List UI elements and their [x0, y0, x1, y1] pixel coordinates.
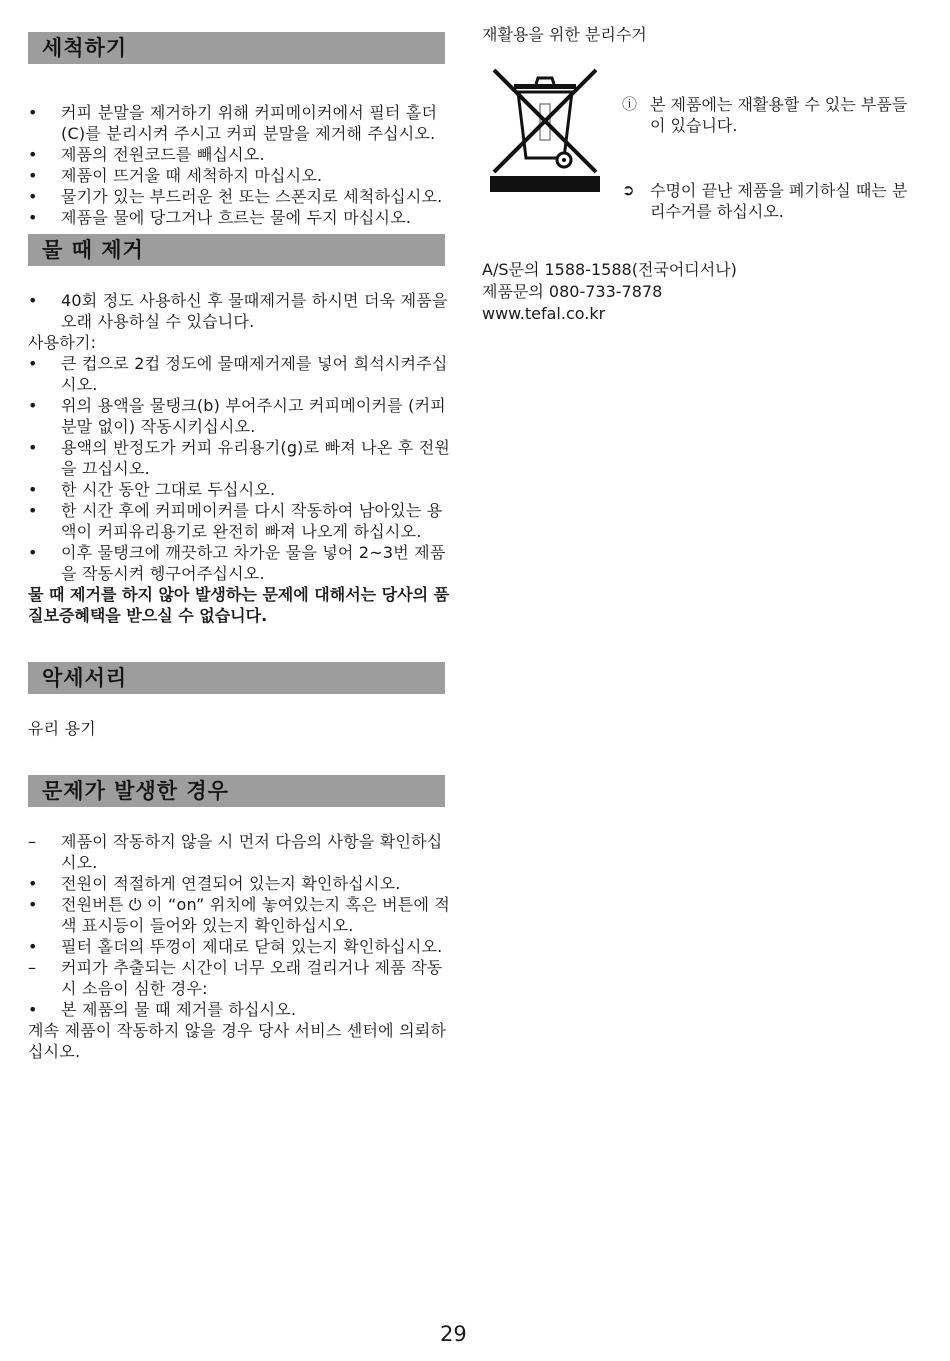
recycling-note-text: 본 제품에는 재활용할 수 있는 부품들이 있습니다.	[650, 95, 908, 135]
bullet-mark: •	[28, 895, 38, 914]
bullet-mark: •	[28, 937, 38, 956]
descaling-steps-list	[28, 353, 452, 584]
list-item	[28, 831, 452, 873]
recycling-title: 재활용을 위한 분리수거	[482, 25, 647, 44]
section-heading-accessories: 악세서리	[28, 662, 445, 694]
bullet-mark: •	[28, 1000, 38, 1019]
section-heading-troubleshooting: 문제가 발생한 경우	[28, 775, 445, 807]
bullet-mark: •	[28, 480, 38, 499]
list-item	[28, 894, 452, 936]
cleaning-list	[28, 102, 452, 228]
usage-label: 사용하기:	[28, 333, 97, 352]
list-item-text: 큰 컵으로 2컵 정도에 물때제거제를 넣어 희석시켜주십시오.	[61, 354, 448, 394]
section-heading-cleaning: 세척하기	[28, 32, 445, 64]
recycling-note-info	[622, 94, 912, 136]
list-item	[28, 500, 452, 542]
list-item-text: 한 시간 후에 커피메이커를 다시 작동하여 남아있는 용액이 커피유리용기로 완전히 빠져 나오게 하십시오.	[61, 501, 443, 541]
bullet-mark: •	[28, 187, 38, 206]
recycling-block	[482, 46, 922, 221]
bullet-mark: •	[28, 543, 38, 562]
list-item-text: 위의 용액을 물탱크(b) 부어주시고 커피메이커를 (커피분말 없이) 작동시키십시오.	[61, 396, 446, 436]
list-item	[28, 165, 452, 186]
section-heading-descaling: 물 때 제거	[28, 234, 445, 266]
list-item-text: 제품이 작동하지 않을 시 먼저 다음의 사항을 확인하십시오.	[61, 832, 443, 872]
list-item	[28, 207, 452, 228]
list-item-text: 제품의 전원코드를 빼십시오.	[61, 145, 265, 164]
recycling-note-text: 수명이 끝난 제품을 폐기하실 때는 분리수거를 하십시오.	[650, 181, 908, 221]
dash-mark: –	[28, 958, 37, 977]
list-item	[28, 957, 452, 999]
list-item-text: 커피가 추출되는 시간이 너무 오래 걸리거나 제품 작동 시 소음이 심한 경우:	[61, 958, 443, 998]
list-item-text: 40회 정도 사용하신 후 물때제거를 하시면 더욱 제품을 오래 사용하실 수 있습니다.	[61, 291, 448, 331]
descaling-intro-list	[28, 290, 452, 332]
product-contact-line: 제품문의 080-733-7878	[482, 282, 663, 301]
list-item	[28, 437, 452, 479]
accessories-text: 유리 용기	[28, 719, 96, 738]
list-item	[28, 999, 452, 1020]
list-item-text: 필터 홀더의 뚜껑이 제대로 닫혀 있는지 확인하십시오.	[61, 937, 443, 956]
bullet-mark: •	[28, 291, 38, 310]
recycling-note-dispose	[622, 180, 912, 222]
crossed-out-wheelie-bin-icon	[488, 68, 602, 192]
list-item	[28, 479, 452, 500]
list-item-text: 전원이 적절하게 연결되어 있는지 확인하십시오.	[61, 874, 401, 893]
list-item-text: 커피 분말을 제거하기 위해 커피메이커에서 필터 홀더(C)를 분리시켜 주시고 커피 분말을 제거해 주십시오.	[61, 103, 438, 143]
page-number: 29	[440, 1322, 467, 1346]
bullet-mark: •	[28, 354, 38, 373]
bullet-mark: •	[28, 874, 38, 893]
list-item	[28, 102, 452, 144]
list-item-text: 이후 물탱크에 깨끗하고 차가운 물을 넣어 2~3번 제품을 작동시켜 헹구어주십시오.	[61, 543, 446, 583]
website-link[interactable]: www.tefal.co.kr	[482, 304, 606, 323]
list-item	[28, 186, 452, 207]
bullet-mark: •	[28, 438, 38, 457]
list-item	[28, 542, 452, 584]
bullet-mark: •	[28, 145, 38, 164]
list-item	[28, 873, 452, 894]
list-item-text: 전원버튼 ⏻ 이 “on” 위치에 놓여있는지 혹은 버튼에 적색 표시등이 들어와 있는지 확인하십시오.	[61, 895, 451, 935]
list-item-text: 물기가 있는 부드러운 천 또는 스폰지로 세척하십시오.	[61, 187, 443, 206]
list-item	[28, 290, 452, 332]
info-icon: ⓘ	[622, 95, 638, 113]
bullet-mark: •	[28, 501, 38, 520]
list-item	[28, 395, 452, 437]
list-item	[28, 353, 452, 395]
list-item	[28, 936, 452, 957]
list-item-text: 제품이 뜨거울 때 세척하지 마십시오.	[61, 166, 323, 185]
bullet-mark: •	[28, 103, 38, 122]
bullet-mark: •	[28, 208, 38, 227]
list-item-text: 한 시간 동안 그대로 두십시오.	[61, 480, 276, 499]
list-item-text: 본 제품의 물 때 제거를 하십시오.	[61, 1000, 297, 1019]
troubleshooting-list	[28, 831, 452, 1020]
as-contact-line: A/S문의 1588-1588(전국어디서나)	[482, 260, 737, 279]
list-item	[28, 144, 452, 165]
arrow-icon: ➲	[622, 181, 635, 199]
dash-mark: –	[28, 832, 37, 851]
bullet-mark: •	[28, 166, 38, 185]
bullet-mark: •	[28, 396, 38, 415]
descaling-warning: 물 때 제거를 하지 않아 발생하는 문제에 대해서는 당사의 품질보증혜택을 받으실 수 없습니다.	[28, 585, 450, 625]
left-column	[28, 32, 452, 1062]
list-item-text: 제품을 물에 당그거나 흐르는 물에 두지 마십시오.	[61, 208, 412, 227]
troubleshooting-closing: 계속 제품이 작동하지 않을 경우 당사 서비스 센터에 의뢰하십시오.	[28, 1021, 447, 1061]
contact-block	[482, 259, 737, 325]
list-item-text: 용액의 반정도가 커피 유리용기(g)로 빠져 나온 후 전원을 끄십시오.	[61, 438, 451, 478]
right-column	[482, 24, 922, 323]
